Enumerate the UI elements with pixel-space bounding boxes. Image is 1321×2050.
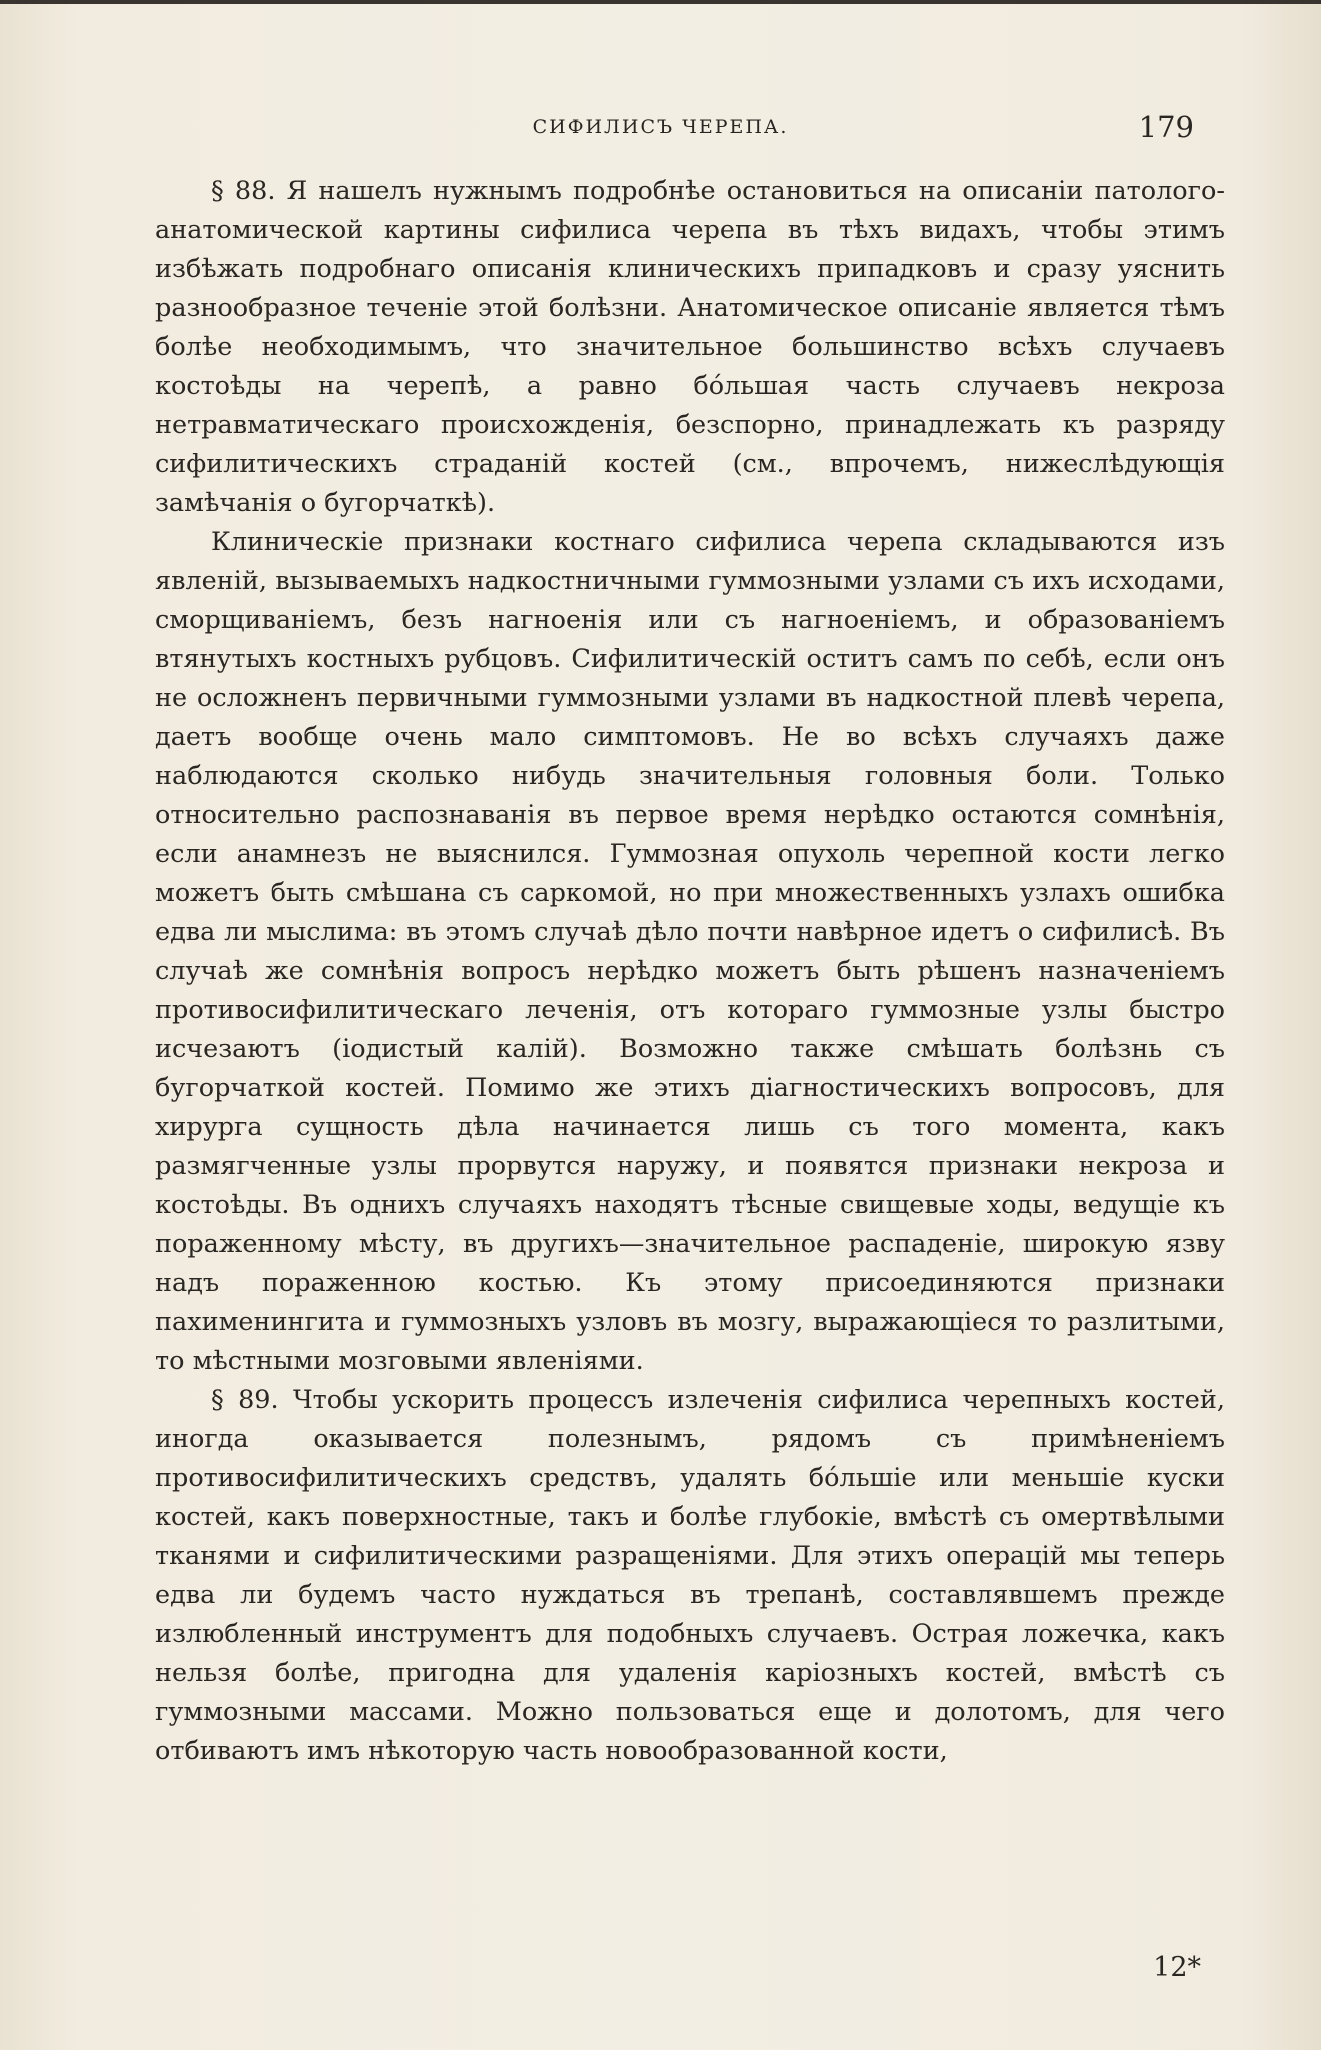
running-title: СИФИЛИСЪ ЧЕРЕПА.: [532, 116, 789, 138]
paragraph-clinical: Клиническіе признаки костнаго сифилиса черепа складываются изъ явленій, вызываемыхъ надкостничными гуммозными узлами съ ихъ исходами, сморщиваніемъ, безъ нагноенія или съ нагноеніемъ, и образованіемъ втянутыхъ костныхъ рубцовъ. Сифилитическій оститъ самъ по себѣ, если онъ не осложненъ первичными гуммозными узлами въ надкостной плевѣ черепа, даетъ вообще очень мало симптомовъ. Не во всѣхъ случаяхъ даже наблюдаются сколько нибудь значительныя головныя боли. Только относительно распознаванія въ первое время нерѣдко остаются сомнѣнія, если анамнезъ не выяснился. Гуммозная опухоль черепной кости легко можетъ быть смѣшана съ саркомой, но при множественныхъ узлахъ ошибка едва ли мыслима: въ этомъ случаѣ дѣло почти навѣрное идетъ о сифилисѣ. Въ случаѣ же сомнѣнія вопросъ нерѣдко можетъ быть рѣшенъ назначеніемъ противосифилитическаго леченія, отъ котораго гуммозные узлы быстро исчезаютъ (іодистый калій). Возможно также смѣшать болѣзнь съ бугорчаткой костей. Помимо же этихъ діагностическихъ вопросовъ, для хирурга сущность дѣла начинается лишь съ того момента, какъ размягченные узлы прорвутся наружу, и появятся признаки некроза и костоѣды. Въ однихъ случаяхъ находятъ тѣсные свищевые ходы, ведущіе къ пораженному мѣсту, въ другихъ—значительное распаденіе, широкую язву надъ пораженною костью. Къ этому присоединяются признаки пахименингита и гуммозныхъ узловъ въ мозгу, выражающіеся то разлитыми, то мѣстными мозговыми явленіями.: [155, 527, 1225, 1376]
running-head: [0, 110, 1321, 146]
paragraph-88: § 88. Я нашелъ нужнымъ подробнѣе остановиться на описаніи патолого-анатомической картины сифилиса черепа въ тѣхъ видахъ, чтобы этимъ избѣжать подробнаго описанія клиническихъ припадковъ и сразу уяснить разнообразное теченіе этой болѣзни. Анатомическое описаніе является тѣмъ болѣе необходимымъ, что значительное большинство всѣхъ случаевъ костоѣды на черепѣ, а равно бóльшая часть случаевъ некроза нетравматическаго происхожденія, безспорно, принадлежать къ разряду сифилитическихъ страданій костей (см., впрочемъ, нижеслѣдующія замѣчанія о бугорчаткѣ).: [155, 176, 1225, 518]
signature-mark: 12*: [1153, 1952, 1201, 1983]
body-text: [155, 172, 1225, 1771]
page-number: 179: [1138, 110, 1194, 144]
page-top-edge: [0, 0, 1321, 4]
paragraph-89: § 89. Чтобы ускорить процессъ излеченія сифилиса черепныхъ костей, иногда оказывается полезнымъ, рядомъ съ примѣненіемъ противосифилитическихъ средствъ, удалять бóльшіе или меньшіе куски костей, какъ поверхностные, такъ и болѣе глубокіе, вмѣстѣ съ омертвѣлыми тканями и сифилитическими разращеніями. Для этихъ операцій мы теперь едва ли будемъ часто нуждаться въ трепанѣ, составлявшемъ прежде излюбленный инструментъ для подобныхъ случаевъ. Острая ложечка, какъ нельзя болѣе, пригодна для удаленія каріозныхъ костей, вмѣстѣ съ гуммозными массами. Можно пользоваться еще и долотомъ, для чего отбиваютъ имъ нѣкоторую часть новообразованной кости,: [155, 1385, 1225, 1766]
